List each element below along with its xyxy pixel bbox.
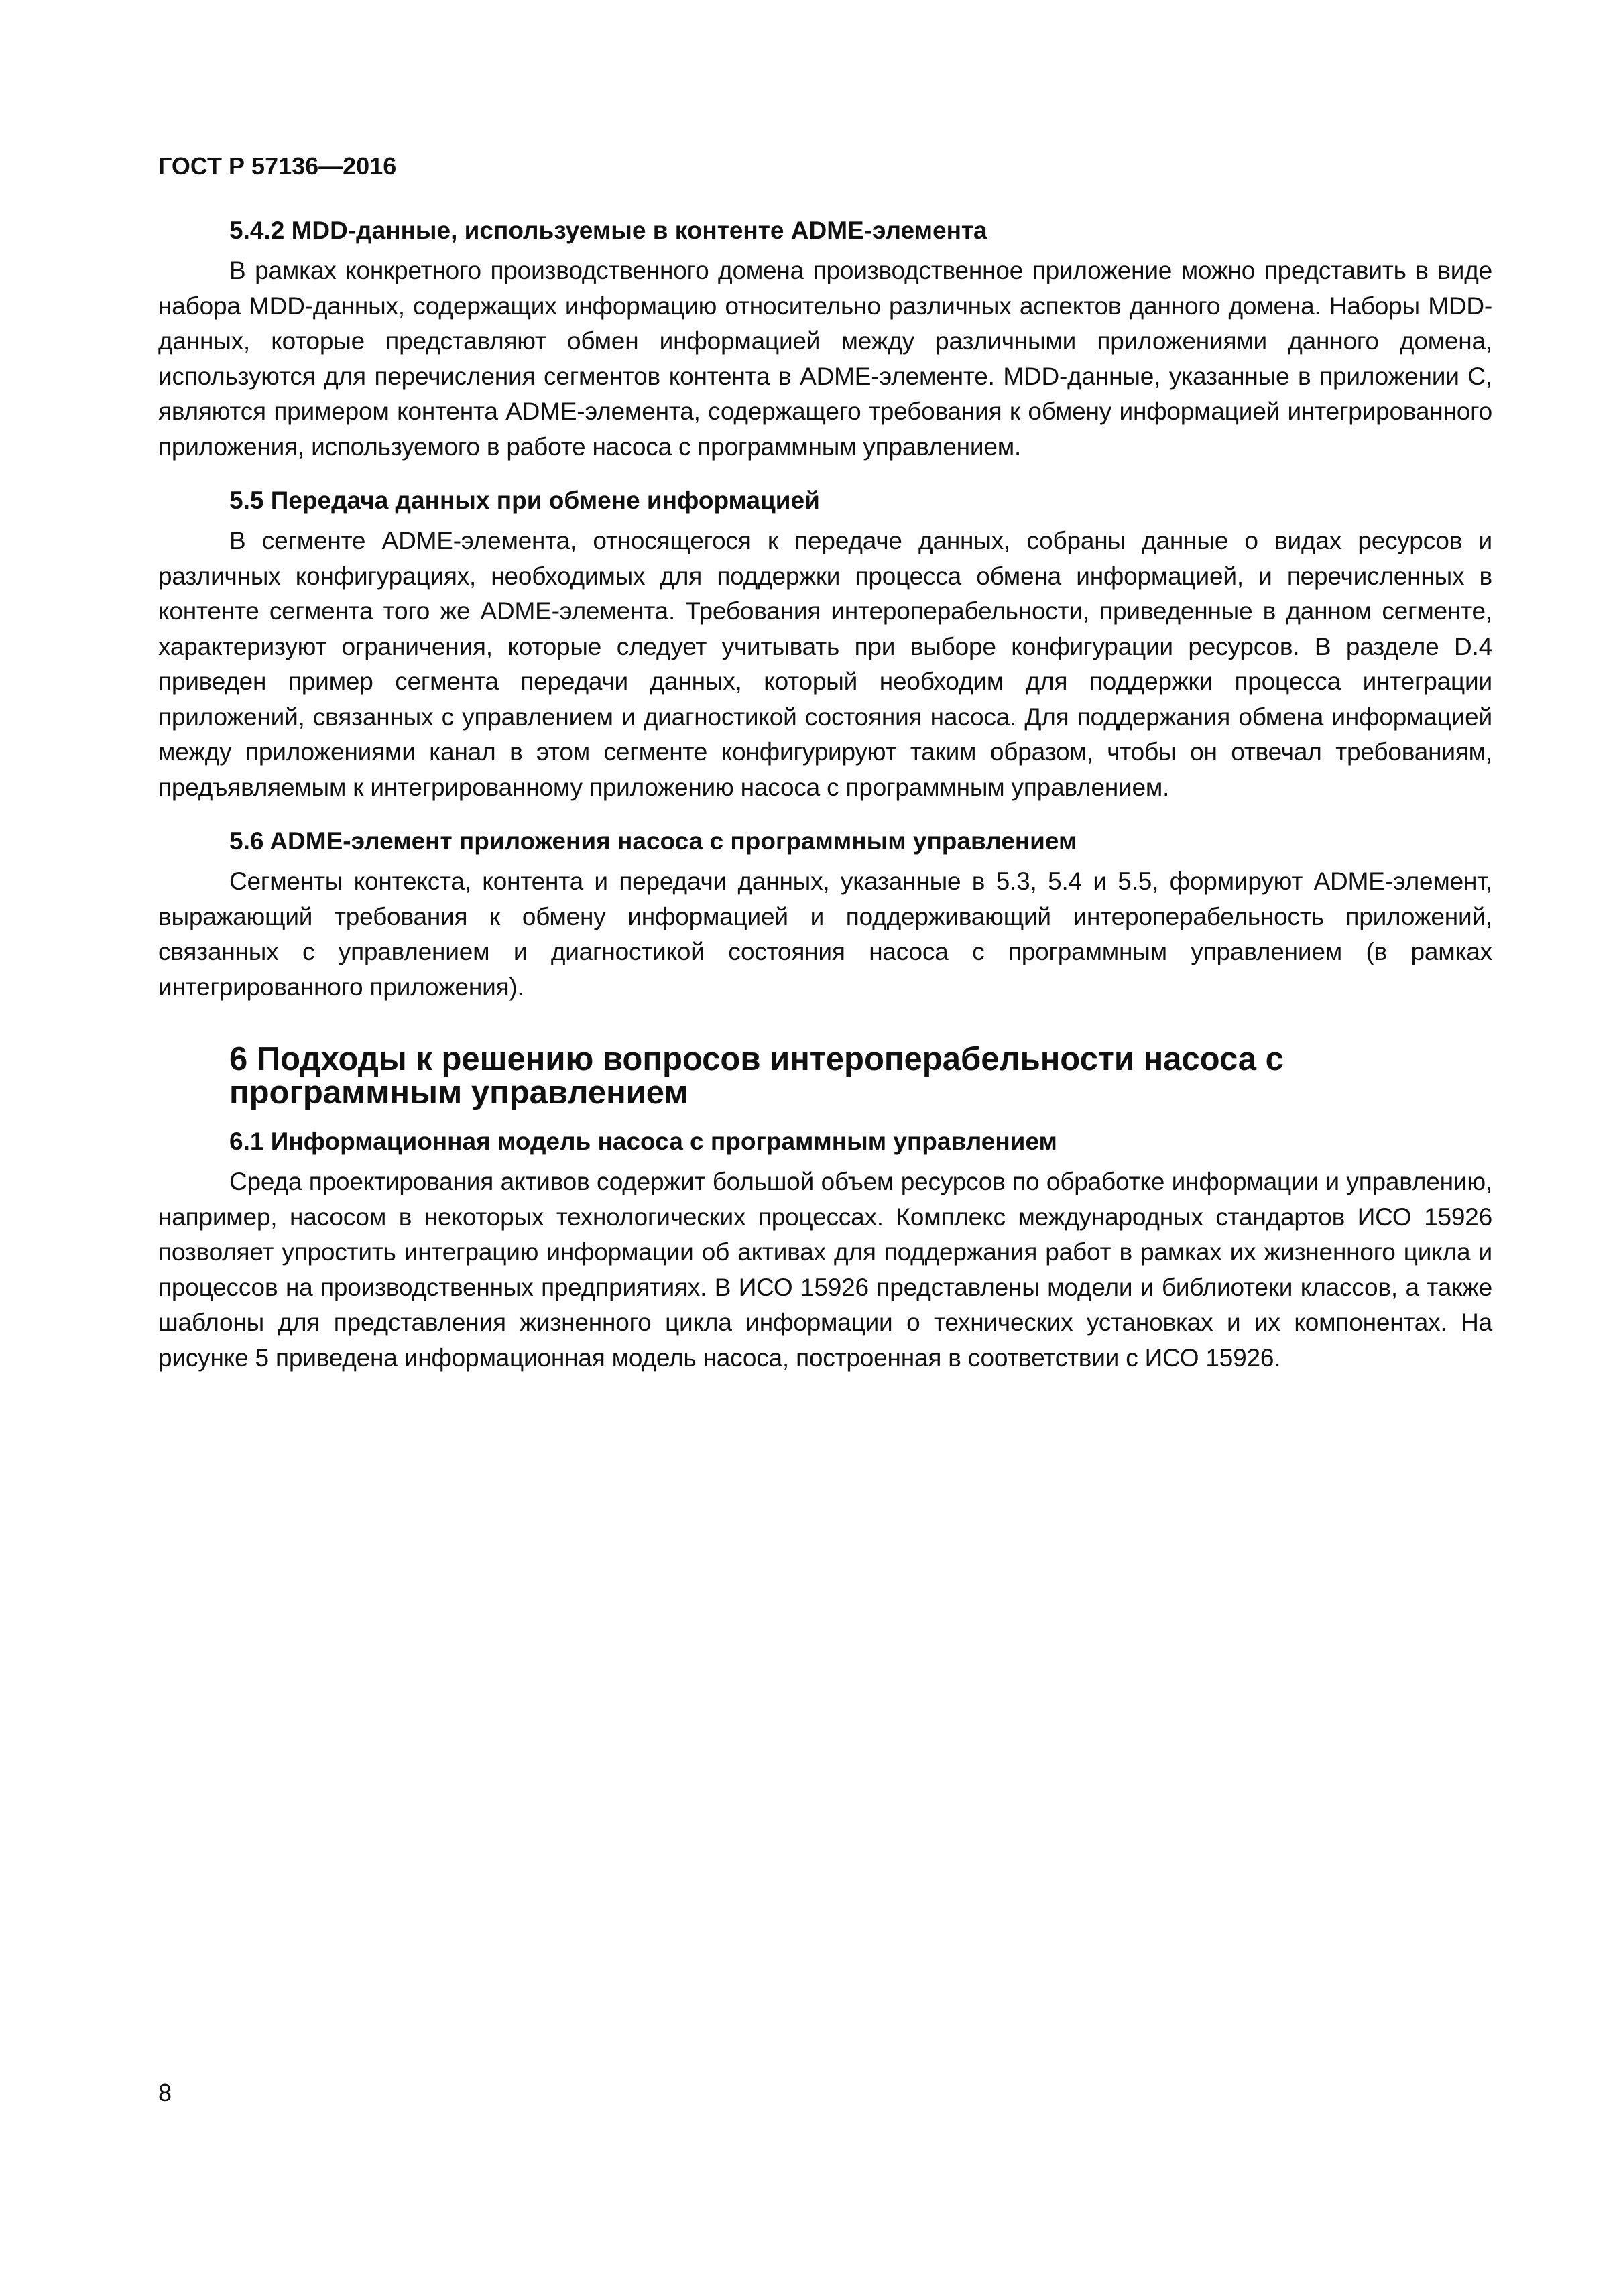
paragraph-6-1: Среда проектирования активов содержит большой объем ресурсов по обработке информации и управлению, например, насосом в некоторых технологических процессах. Комплекс международных стандартов ИСО 15926 позволяет упростить интеграцию информации об активах для поддержания работ в рамках их жизненного цикла и процессов на производственных предприятиях. В ИСО 15926 представлены модели и библиотеки классов, а также шаблоны для представления жизненного цикла информации о технических установках и их компонентах. На рисунке 5 приведена информационная модель насоса, построенная в соответствии с ИСО 15926.: [158, 1168, 1492, 1372]
heading-5-6: 5.6 ADME-элемент приложения насоса с программным управлением: [229, 827, 1077, 855]
page-number: 8: [158, 2079, 172, 2106]
page-content: [158, 213, 1492, 1394]
heading-section-6: 6 Подходы к решению вопросов интероперабельности насоса с программным управлением: [229, 1041, 1284, 1111]
paragraph-5-6: Сегменты контекста, контента и передачи данных, указанные в 5.3, 5.4 и 5.5, формируют ADME-элемент, выражающий требования к обмену информацией и поддерживающий интероперабельность приложений, связанных с управлением и диагностикой состояния насоса с программным управлением (в рамках интегрированного приложения).: [158, 867, 1492, 1001]
heading-6-1: 6.1 Информационная модель насоса с программным управлением: [229, 1128, 1057, 1155]
heading-5-5: 5.5 Передача данных при обмене информацией: [229, 487, 820, 514]
paragraph-5-4-2: В рамках конкретного производственного домена производственное приложение можно представить в виде набора MDD-данных, содержащих информацию относительно различных аспектов данного домена. Наборы MDD-данных, которые представляют обмен информацией между различными приложениями данного домена, используются для перечисления сегментов контента в ADME-элементе. MDD-данные, указанные в приложении C, являются примером контента ADME-элемента, содержащего требования к обмену информацией интегрированного приложения, используемого в работе насоса с программным управлением.: [158, 257, 1492, 461]
standard-header: ГОСТ Р 57136—2016: [158, 152, 397, 180]
heading-5-4-2: 5.4.2 MDD-данные, используемые в контенте ADME-элемента: [229, 217, 987, 244]
paragraph-5-5: В сегменте ADME-элемента, относящегося к передаче данных, собраны данные о видах ресурсов и различных конфигурациях, необходимых для поддержки процесса обмена информацией, и перечисленных в контенте сегмента того же ADME-элемента. Требования интероперабельности, приведенные в данном сегменте, характеризуют ограничения, которые следует учитывать при выборе конфигурации ресурсов. В разделе D.4 приведен пример сегмента передачи данных, который необходим для поддержки процесса интеграции приложений, связанных с управлением и диагностикой состояния насоса. Для поддержания обмена информацией между приложениями канал в этом сегменте конфигурируют таким образом, чтобы он отвечал требованиям, предъявляемым к интегрированному приложению насоса с программным управлением.: [158, 527, 1492, 801]
